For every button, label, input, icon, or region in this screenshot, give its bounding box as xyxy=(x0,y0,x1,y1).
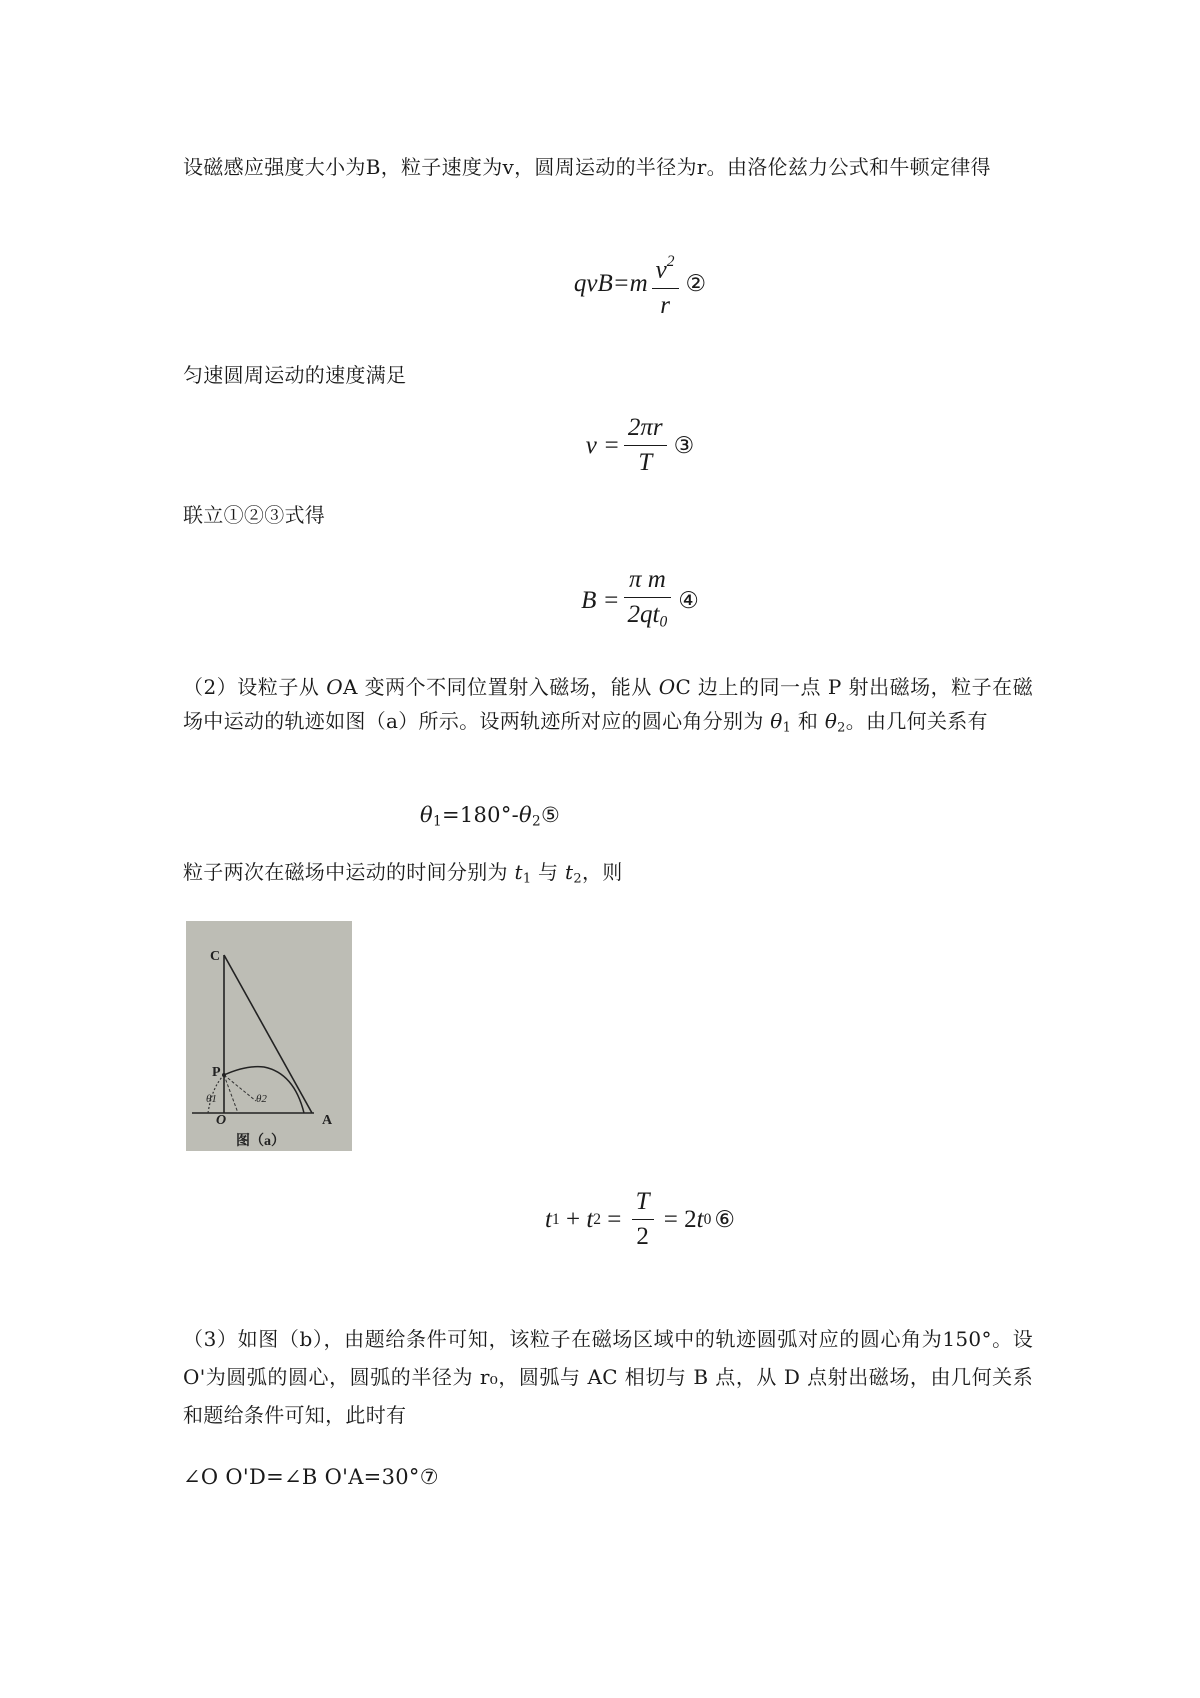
eq6-equals-2: = 2 xyxy=(657,1205,697,1233)
eq2-num-exp: 2 xyxy=(666,253,675,270)
figure-a xyxy=(186,921,352,1151)
figure-label-theta1: θ1 xyxy=(206,1093,217,1105)
eq6-marker: ⑥ xyxy=(714,1206,735,1232)
p4-text-1: （2）设粒子从 xyxy=(183,675,327,699)
p5-text-1: 粒子两次在磁场中运动的时间分别为 xyxy=(183,860,515,884)
p4-text-2: A 变两个不同位置射入磁场，能从 xyxy=(342,675,659,699)
eq5-theta1: θ xyxy=(420,803,433,827)
eq7-text: ∠O O'D=∠B O'A=30° xyxy=(183,1465,420,1489)
p4-theta1-sub: 1 xyxy=(782,720,792,736)
p4-var-o2: O xyxy=(658,675,676,699)
figure-label-c: C xyxy=(210,949,221,964)
eq2-fraction xyxy=(652,248,679,320)
p4-theta2: θ xyxy=(824,709,838,733)
p5-t1: t xyxy=(514,860,523,884)
eq5-sub2: 2 xyxy=(531,813,541,830)
eq6-den: 2 xyxy=(636,1223,649,1250)
equation-5 xyxy=(420,798,720,838)
eq3-fraction xyxy=(624,414,667,477)
figure-label-a: A xyxy=(322,1113,333,1128)
eq6-fraction xyxy=(632,1188,654,1251)
figure-label-p: P xyxy=(212,1065,221,1080)
equation-6 xyxy=(0,1188,1200,1251)
equation-4 xyxy=(0,566,1200,637)
eq2-den: r xyxy=(660,291,670,319)
eq3-den: T xyxy=(638,449,653,476)
eq5-theta2: θ xyxy=(519,803,532,827)
eq4-den-sub: 0 xyxy=(659,613,668,631)
figure-label-theta2: θ2 xyxy=(256,1093,267,1105)
eq6-equals-1: = xyxy=(601,1205,628,1233)
p4-text-5: 。由几何关系有 xyxy=(845,709,988,733)
eq4-num: π m xyxy=(628,566,666,593)
equation-7 xyxy=(183,1460,1033,1494)
eq2-marker: ② xyxy=(685,270,707,296)
p4-theta1: θ xyxy=(770,709,783,733)
figure-caption: 图（a） xyxy=(236,1134,285,1149)
equation-2 xyxy=(0,248,1200,320)
p4-text-4: 和 xyxy=(791,709,825,733)
paragraph-velocity: 匀速圆周运动的速度满足 xyxy=(183,363,407,387)
eq4-fraction xyxy=(624,566,672,637)
paragraph-part2 xyxy=(183,670,1033,745)
eq5-mid: =180°- xyxy=(441,803,520,827)
p5-t2-sub: 2 xyxy=(573,871,582,887)
paragraph-combine: 联立①②③式得 xyxy=(183,503,326,527)
eq5-marker: ⑤ xyxy=(540,803,561,827)
eq6-t0: t xyxy=(696,1205,704,1233)
p4-var-o1: O xyxy=(326,675,343,699)
eq3-marker: ③ xyxy=(673,432,695,458)
eq5-sub1: 1 xyxy=(432,813,442,830)
paragraph-part3: （3）如图（b），由题给条件可知，该粒子在磁场区域中的轨迹圆弧对应的圆心角为150°。设 O'为圆弧的圆心，圆弧的半径为 r₀，圆弧与 AC 相切与 B 点，从 D 点射出磁场，由几何关系和题给条件可知，此时有 xyxy=(183,1327,1033,1427)
figure-label-o: O xyxy=(216,1113,227,1128)
eq6-t1: t xyxy=(545,1205,552,1233)
eq3-lhs: v = xyxy=(585,431,620,459)
eq7-marker: ⑦ xyxy=(419,1465,439,1489)
eq2-lhs: qvB=m xyxy=(573,269,648,297)
eq2-num-base: v xyxy=(655,256,667,284)
paragraph-times xyxy=(183,855,1033,896)
p4-theta2-sub: 2 xyxy=(837,720,846,736)
equation-3 xyxy=(0,414,1200,477)
p5-t2: t xyxy=(565,860,574,884)
eq6-plus: + xyxy=(559,1205,587,1233)
eq6-sub1: 1 xyxy=(551,1210,560,1228)
p4-text-3: C 边上的同一点 P 射出磁场，粒子在磁场中运动的轨迹如图（a）所示。设两轨迹所对应的圆心角分别为 xyxy=(183,675,1034,733)
p5-text-3: ，则 xyxy=(581,860,623,884)
p5-t1-sub: 1 xyxy=(522,871,532,887)
eq6-sub0: 0 xyxy=(703,1210,712,1228)
eq4-den-main: 2qt xyxy=(627,601,660,628)
eq6-num: T xyxy=(635,1188,650,1215)
eq4-lhs: B = xyxy=(581,587,620,615)
paragraph-intro: 设磁感应强度大小为B，粒子速度为v，圆周运动的半径为r。由洛伦兹力公式和牛顿定律得 xyxy=(183,155,991,179)
eq3-num: 2πr xyxy=(627,414,663,441)
p5-text-2: 与 xyxy=(531,860,566,884)
eq4-marker: ④ xyxy=(678,588,699,614)
eq6-sub2: 2 xyxy=(593,1210,602,1228)
eq6-t2: t xyxy=(586,1205,594,1233)
